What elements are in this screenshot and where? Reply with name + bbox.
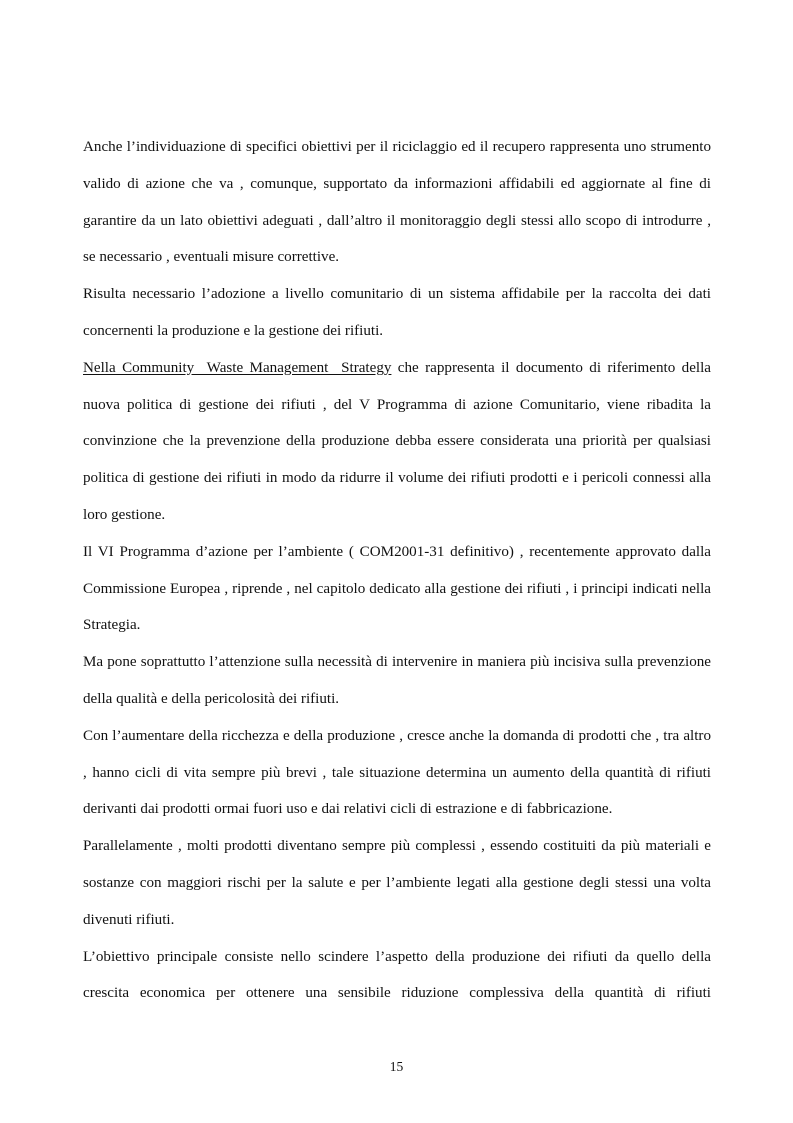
page-number: 15 [389,1059,404,1074]
paragraph-vi-programme: Il VI Programma d’azione per l’ambiente ( COM2001-31 definitivo) , recentemente approvato dalla Commissione Europea , riprende , nel capitolo dedicato alla gestione dei rifiuti , i principi indicati nella Strategia. [83,543,711,634]
paragraph-main-objective: L’obiettivo principale consiste nello scindere l’aspetto della produzione dei rifiuti da quello della crescita economica per ottenere una sensibile riduzione complessiva della quantità di rifiuti [83,948,711,1002]
paragraph-prevention-focus: Ma pone soprattutto l’attenzione sulla necessità di intervenire in maniera più incisiva sulla prevenzione della qualità e della pericolosità dei rifiuti. [83,654,711,707]
paragraph-waste-strategy [83,350,711,534]
strategy-paragraph-text: che rappresenta il documento di riferimento della nuova politica di gestione dei rifiuti , del V Programma di azione Comunitario, viene ribadita la convinzione che la prevenzione della produzione debba essere considerata una priorità per qualsiasi politica di gestione dei rifiuti in modo da ridurre il volume dei rifiuti prodotti e i pericoli connessi alla loro gestione. [83,359,711,523]
body-text [83,129,711,1012]
strategy-reference-link: Nella Community Waste Management Strategy [83,359,392,376]
paragraph-wealth-production: Con l’aumentare della ricchezza e della produzione , cresce anche la domanda di prodotti che , tra altro , hanno cicli di vita sempre più brevi , tale situazione determina un aumento della quantità di rifiuti derivanti dai prodotti ormai fuori uso e dai relativi cicli di estrazione e di fabbricazione. [83,727,711,818]
paragraph-data-collection: Risulta necessario l’adozione a livello comunitario di un sistema affidabile per la raccolta dei dati concernenti la produzione e la gestione dei rifiuti. [83,286,711,339]
paragraph-complex-products: Parallelamente , molti prodotti diventano sempre più complessi , essendo costituiti da più materiali e sostanze con maggiori rischi per la salute e per l’ambiente legati alla gestione degli stessi una volta divenuti rifiuti. [83,838,711,928]
paragraph-recycling-objectives: Anche l’individuazione di specifici obiettivi per il riciclaggio ed il recupero rappresenta uno strumento valido di azione che va , comunque, supportato da informazioni affidabili ed aggiornate al fine di garantire da un lato obiettivi adeguati , dall’altro il monitoraggio degli stessi allo scopo di introdurre , se necessario , eventuali misure correttive. [83,139,711,266]
